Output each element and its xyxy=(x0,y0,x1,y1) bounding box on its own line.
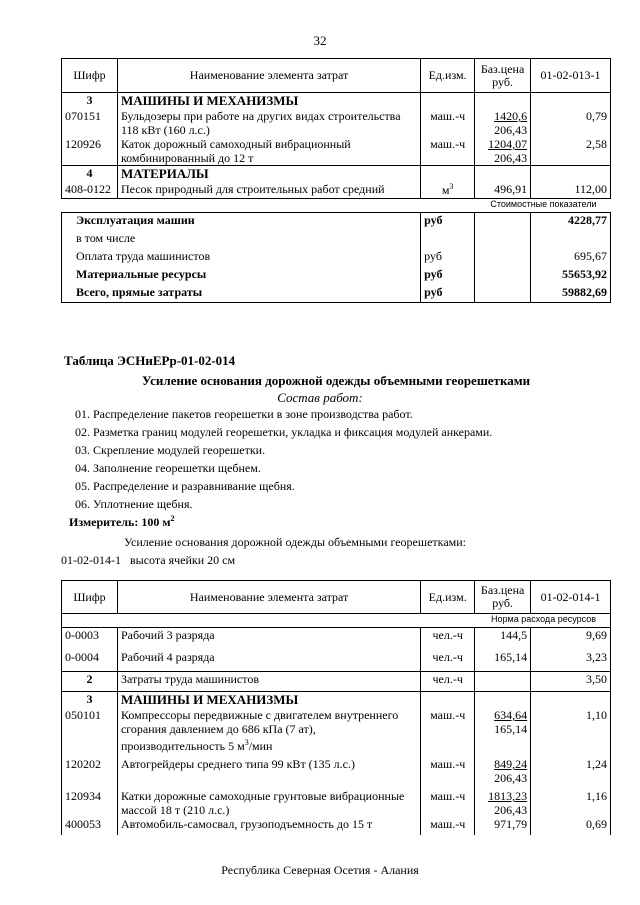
col-name-header: Наименование элемента затрат xyxy=(117,581,420,614)
table-row: 120926 Каток дорожный самоходный вибрационный комбинированный до 12 т маш.-ч 1204,07 206,43 2,58 xyxy=(62,137,611,166)
col-code-header: Шифр xyxy=(62,581,118,614)
section-row: 2 Затраты труда машинистов чел.-ч 3,50 xyxy=(62,672,611,692)
work-description: Усиление основания дорожной одежды объемными георешетками: xyxy=(124,535,466,549)
section-row: 3 МАШИНЫ И МЕХАНИЗМЫ xyxy=(62,93,611,110)
list-item: 05. Распределение и разравнивание щебня. xyxy=(75,479,295,493)
section-subtitle: Усиление основания дорожной одежды объемными георешетками xyxy=(142,373,531,388)
section-row: 4 МАТЕРИАЛЫ xyxy=(62,166,611,183)
col-code-header: Шифр xyxy=(62,59,118,93)
section-row: 3 МАШИНЫ И МЕХАНИЗМЫ xyxy=(62,692,611,709)
list-item: 04. Заполнение георешетки щебнем. xyxy=(75,461,261,475)
table-row: 070151 Бульдозеры при работе на других видах строительства 118 кВт (160 л.с.) маш.-ч 1420,6 206,43 0,79 xyxy=(62,109,611,137)
works-title: Состав работ: xyxy=(277,390,363,405)
page-footer: Республика Северная Осетия - Алания xyxy=(221,863,419,877)
col-norm-header: 01-02-014-1 xyxy=(531,581,611,614)
meter-label: Измеритель: 100 $м^2$ xyxy=(69,514,175,529)
col-price-header: Баз.цена руб. xyxy=(475,581,531,614)
table-row: 050101 Компрессоры передвижные с двигателем внутреннего сгорания давлением до 686 кПа (7 ат), производительность 5 $м^3$/мин маш.-ч 634,64 165,14 1,10 xyxy=(62,708,611,753)
cost-caption: Стоимостные показатели xyxy=(490,199,597,209)
list-item: 01. Распределение пакетов георешетки в зоне производства работ. xyxy=(75,407,413,421)
table-row: 120202 Автогрейдеры среднего типа 99 кВт (135 л.с.) маш.-ч 849,24 206,43 1,24 xyxy=(62,753,611,785)
table-row: 0-0004 Рабочий 4 разряда чел.-ч 165,14 3,23 xyxy=(62,650,611,672)
table-row: 120934 Катки дорожные самоходные грунтовые вибрационные массой 18 т (210 л.с.) маш.-ч 1813,23 206,43 1,16 xyxy=(62,785,611,817)
table-row: 400053 Автомобиль-самосвал, грузоподъемность до 15 т маш.-ч 971,79 0,69 xyxy=(62,817,611,835)
summary-row: Всего, прямые затраты руб 59882,69 xyxy=(62,285,611,303)
summary-row: Материальные ресурсы руб 55653,92 xyxy=(62,267,611,285)
list-item: 02. Разметка границ модулей георешетки, укладка и фиксация модулей анкерами. xyxy=(75,425,493,439)
summary-row: в том числе xyxy=(62,231,611,249)
page-number: 32 xyxy=(313,33,327,48)
works-list xyxy=(75,405,492,513)
col-name-header: Наименование элемента затрат xyxy=(117,59,420,93)
table-title: Таблица ЭСНиЕРр-01-02-014 xyxy=(64,353,236,368)
resource-table-1 xyxy=(61,58,611,303)
norm-caption: Норма расхода ресурсов xyxy=(62,614,611,628)
col-price-header: Баз.цена руб. xyxy=(475,59,531,93)
resource-table-2 xyxy=(61,580,611,835)
table-row: 408-0122 Песок природный для строительных работ средний $м^3$ 496,91 112,00 xyxy=(62,182,611,199)
list-item: 06. Уплотнение щебня. xyxy=(75,497,193,511)
list-item: 03. Скрепление модулей георешетки. xyxy=(75,443,266,457)
col-unit-header: Ед.изм. xyxy=(421,59,475,93)
table-row: 0-0003 Рабочий 3 разряда чел.-ч 144,5 9,69 xyxy=(62,628,611,650)
summary-row: Эксплуатация машин руб 4228,77 xyxy=(62,213,611,231)
col-norm-header: 01-02-013-1 xyxy=(531,59,611,93)
summary-row: Оплата труда машинистов руб 695,67 xyxy=(62,249,611,267)
variant-line: 01-02-014-1 высота ячейки 20 см xyxy=(61,553,236,567)
col-unit-header: Ед.изм. xyxy=(421,581,475,614)
